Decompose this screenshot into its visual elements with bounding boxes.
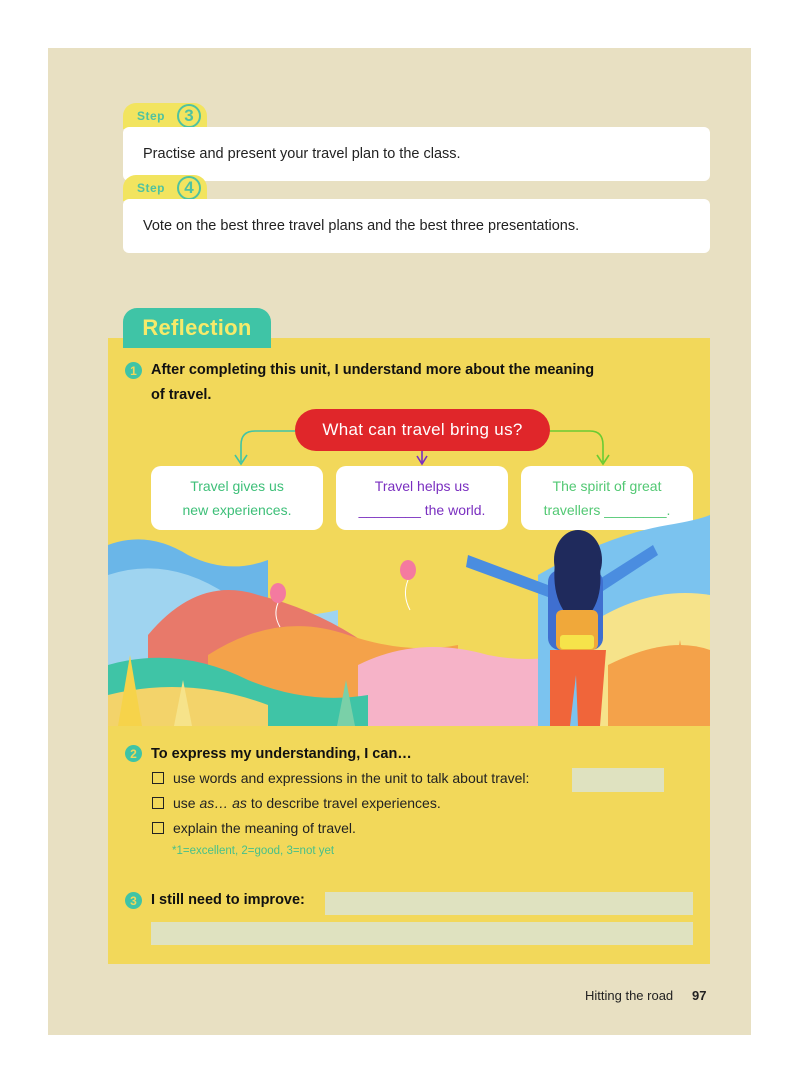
question-3-text: I still need to improve: <box>151 892 305 908</box>
step-4-text: Vote on the best three travel plans and the best three presentations. <box>143 218 580 234</box>
center-question-bubble: What can travel bring us? <box>295 409 550 451</box>
traveller-illustration <box>108 515 710 726</box>
footer-unit-title: Hitting the road <box>585 988 674 1003</box>
idea-card-1-line-1: Travel gives us <box>190 478 284 494</box>
idea-card-2-line-1: Travel helps us <box>374 478 470 494</box>
step-label: Step <box>137 109 166 123</box>
reflection-title: Reflection <box>142 315 252 340</box>
can-do-item-2-post: to describe travel experiences. <box>250 795 441 811</box>
question-3-number: 3 <box>125 892 142 909</box>
can-do-item-1-text: use words and expressions in the unit to talk about travel: <box>173 770 530 786</box>
rating-field-1[interactable] <box>572 768 664 792</box>
can-do-item-3 <box>152 820 356 836</box>
question-2-heading: To express my understanding, I can… <box>151 746 412 762</box>
step-number: 3 <box>177 104 201 128</box>
can-do-item-1 <box>152 770 529 786</box>
idea-card-3-line-1: The spirit of great <box>552 478 662 494</box>
question-2-number: 2 <box>125 745 142 762</box>
idea-card-1-line-2: new experiences. <box>182 502 292 518</box>
question-1-line-1: After completing this unit, I understand more about the meaning <box>151 362 595 378</box>
can-do-item-2-pre: use <box>173 795 196 811</box>
rating-scale-note: *1=excellent, 2=good, 3=not yet <box>172 845 335 857</box>
step-label: Step <box>137 181 166 195</box>
question-1-number: 1 <box>125 362 142 379</box>
page-number: 97 <box>692 988 707 1003</box>
step-number: 4 <box>177 176 201 200</box>
can-do-item-2-italic: as… as <box>199 795 247 811</box>
question-1-line-2: of travel. <box>151 387 212 403</box>
idea-card-3-line-2: travellers ________. <box>543 502 671 518</box>
idea-card-2-line-2: ________ the world. <box>358 502 486 518</box>
improve-field-2[interactable] <box>151 922 693 945</box>
checkbox-icon[interactable] <box>152 822 164 834</box>
checkbox-icon[interactable] <box>152 797 164 809</box>
can-do-item-2 <box>152 795 441 811</box>
step-3-text: Practise and present your travel plan to the class. <box>143 146 461 162</box>
can-do-item-3-text: explain the meaning of travel. <box>173 820 356 836</box>
checkbox-icon[interactable] <box>152 772 164 784</box>
improve-field-1[interactable] <box>325 892 693 915</box>
connector-arrows <box>0 0 800 480</box>
